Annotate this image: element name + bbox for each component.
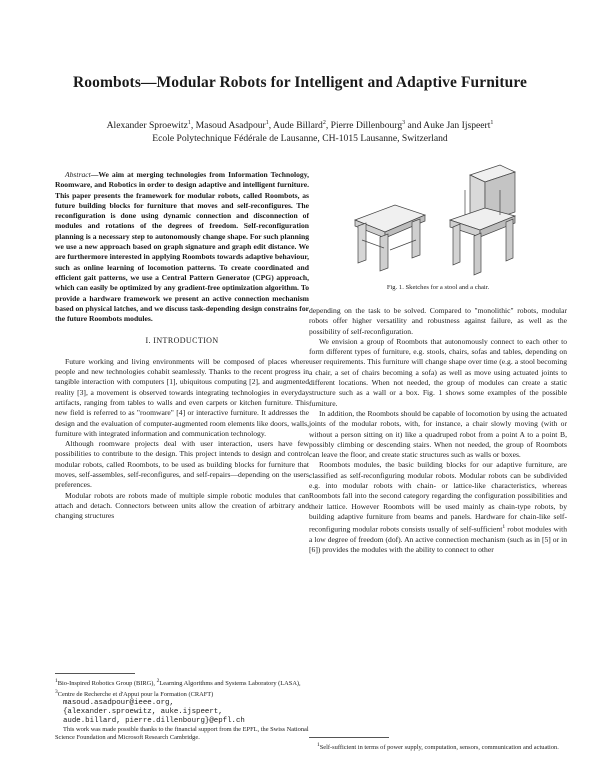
footnote-text: $^1$Self-sufficient in terms of power supply, computation, sensors, communication and actuation. [317, 742, 559, 752]
left-footnotes [55, 673, 309, 742]
author-name: , Aude Billard [268, 120, 323, 132]
support-note: This work was made possible thanks to the financial support from the EPFL, the Swiss National Science Foundation and Microsoft Research Cambridge. [55, 726, 309, 742]
author-sup: 1 [490, 120, 494, 126]
body-paragraph: In addition, the Roombots should be capable of locomotion by using the actuated joints of the modular robots, with, for instance, a chair slowly moving (with or without a person sitting on it) like a quadruped robot from a point A to a point B, possibly climbing or descending stairs. When not needed, the group of Roombots can leave the floor, and create static structures such as walls or boxes. [309, 408, 567, 460]
right-column [309, 306, 567, 556]
intro-paragraph: Although roomware projects deal with user interaction, users have few possibilities to contribute to the design. This project intends to design and control modular robots, called Roombots, to be used as building blocks for furniture that moves, self-assembles, self-reconfigures, and self-repairs—depending on the users preferences. [55, 439, 309, 490]
paper-title: Roombots—Modular Robots for Intelligent and Adaptive Furniture [72, 74, 527, 91]
email-line: masoud.asadpour@ieee.org, [63, 699, 174, 708]
intro-paragraph: Future working and living environments will be composed of places where people and new technologies cohabit seamlessly. Thanks to the recent progress in tangible interaction with computers [1], ubiquitous computing [2], and augmented reality [3], a movement is observed towards integrating technologies in everyday artifacts, ranging from tables to walls and even carpets or kitchen furniture. This new field is referred to as "roomware" [4] or interactive furniture. It addresses the design and the evaluation of computer-augmented room elements like doors, walls, furniture with integrated information and communication technology. [55, 356, 309, 438]
intro-paragraph: Modular robots are robots made of multiple simple robotic modules that can attach and detach. Connectors between units allow the creation of arbitrary and changing structures [55, 490, 309, 521]
abstract-text: —We aim at merging technologies from Information Technology, Roomware, and Robotics in order to design adaptive and intelligent furniture. This paper presents the framework for modular robots, called Roombots, as future building blocks for furniture that moves and self-reconfigures. The reconfiguration is done using dynamic connection and disconnection of modules and rotations of the degrees of freedom. Self-reconfiguration planning is a necessary step to autonomously change shape. For such planning we use a new approach based on graph signature and graph edit distance. We are furthermore interested in applying Roombots towards adaptive behaviour, such as online learning of locomotion patterns. To create coordinated and efficient gait patterns, we use a Central Pattern Generator (CPG) approach, which can easily be optimized by any gradient-free optimization algorithm. To provide a hardware framework we present an active connection mechanism based on physical latches, and we discuss task-depending design constrains for the future Roombots modules. [55, 170, 309, 324]
author-name: and Auke Jan Ijspeert [405, 120, 491, 132]
figure-sketch [340, 160, 540, 280]
footnote-rule [309, 737, 389, 738]
body-paragraph: We envision a group of Roombots that autonomously connect to each other to form different types of furniture, e.g. stools, chairs, sofas and tables, depending on user requirements. This furniture will change shape over time (e.g. a stool becoming a chair, a set of chairs becoming a sofa) as well as move using actuated joints to different locations. When not needed, the group of modules can create a static structure such as a wall or a box. Fig. 1 shows some examples of the possible furniture. [309, 336, 567, 408]
author-block [0, 117, 600, 145]
left-column [55, 170, 309, 522]
abstract-lead: Abstract [65, 170, 91, 179]
right-footnote [309, 737, 567, 752]
author-list [0, 117, 600, 133]
author-name: , Pierre Dillenbourg [325, 120, 403, 132]
email-line: aude.billard, pierre.dillenbourg}@epfl.ch [63, 717, 245, 726]
author-sup: 1 [265, 120, 269, 126]
footnote-rule [55, 673, 135, 674]
author-sup: 3 [402, 120, 406, 126]
affiliation-footnote: $^1$Bio-Inspired Robotics Group (BIRG), $^2$Learning Algorithms and Systems Laboratory (LASA), $^3$Centre de Recherche et d'Appui pour la Formation (CRAFT) [55, 678, 301, 699]
section-heading-introduction: I. INTRODUCTION [145, 336, 219, 346]
author-sup: 2 [322, 120, 326, 126]
body-paragraph: Roombots modules, the basic building blocks for our adaptive furniture, are classified as self-reconfiguring modular robots. Modular robots can be subdivided e.g. into modular robots with chain- or lattice-like characteristics, whereas Roombots fall into the second category regarding the configuration possibilities and their lattice. However Roombots will be used mainly as chain-type robots, by building adaptive furniture from beams and panels. Hardware for chain-like self-reconfiguring modular robots consists usually of self-sufficient$^1$ robot modules with a low degree of freedom (dof). An active connection mechanism (such as in [5] or in [6]) provides the modules with the ability to connect to other [309, 460, 567, 555]
author-sup: 1 [187, 120, 191, 126]
body-paragraph: depending on the task to be solved. Compared to "monolithic" robots, modular robots offer higher versatility and robustness against failure, as well as the possibility of self-reconfiguration. [309, 306, 567, 336]
chair-sketch [450, 165, 515, 275]
stool-sketch [355, 205, 425, 271]
figure-caption: Fig. 1. Sketches for a stool and a chair. [386, 284, 490, 291]
abstract [55, 170, 309, 324]
author-name: , Masoud Asadpour [190, 120, 266, 132]
author-name: Alexander Sproewitz [106, 120, 188, 132]
affiliation: Ecole Polytechnique Fédérale de Lausanne, CH-1015 Lausanne, Switzerland [152, 132, 448, 144]
email-line: {alexander.sproewitz, auke.ijspeert, [63, 708, 223, 717]
